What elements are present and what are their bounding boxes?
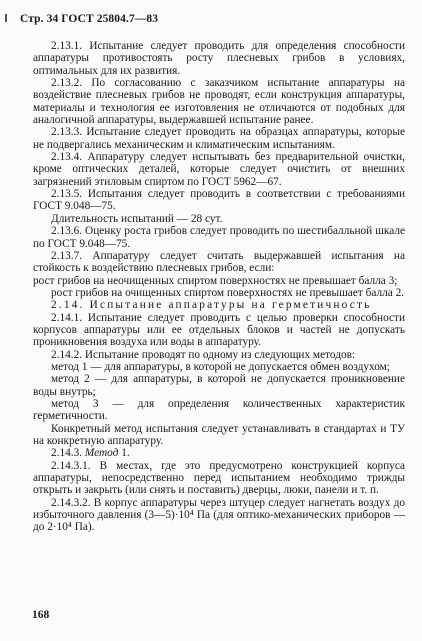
paragraph: 2.14.2. Испытание проводят по одному из следующих методов: [51, 348, 356, 361]
paragraph: 2.13.4. Аппаратуру следует испытывать без предварительной очистки, кроме оптических деталей, которые следует очистить от внешних загрязнений этиловым спиртом по ГОСТ 5962—67. [33, 151, 405, 188]
method-heading [33, 447, 405, 459]
paragraph: Конкретный метод испытания следует устанавливать в стандартах и ТУ на конкретную аппаратуру. [33, 422, 405, 447]
paragraph: Длительность испытаний — 28 сут. [51, 212, 223, 225]
paragraph: 2.13.5. Испытания следует проводить в соответствии с требованиями ГОСТ 9.048—75. [33, 188, 405, 213]
paragraph: 2.13.3. Испытание следует проводить на образцах аппаратуры, которые не подвергались механическим и климатическим испытаниям. [33, 126, 405, 151]
method-number: 2.14.3. [51, 447, 83, 460]
list-item: рост грибов на очищенных спиртом поверхностях не превышает балла 2. [51, 286, 405, 299]
list-item: метод 3 — для определения количественных характеристик герметичности. [33, 397, 405, 423]
page-header: Стр. 34 ГОСТ 25804.7—83 [20, 13, 159, 25]
document-body [33, 40, 405, 534]
list-item: рост грибов на неочищенных спиртом поверхностях не превышает балла 3; [33, 274, 398, 287]
paragraph: 2.13.6. Оценку роста грибов следует проводить по шестибалльной шкале по ГОСТ 9.048—75. [33, 225, 405, 250]
section-heading: 2.14. Испытание аппаратуры на герметичность [51, 299, 372, 312]
paragraph: 2.14.1. Испытание следует проводить с целью проверки способности корпусов аппаратуры или ее отдельных блоков и частей не допускать проникновения воздуха или воды в аппаратуру. [33, 311, 405, 349]
paragraph: 2.14.3.2. В корпус аппаратуры через штуцер следует нагнетать воздух до избыточного давления (3—5)·10⁴ Па (для оптико-механических приборов — до 2·10⁴ Па). [33, 496, 405, 534]
paragraph: 2.13.2. По согласованию с заказчиком испытание аппаратуры на воздействие плесневых грибов не проводят, если конструкция аппаратуры, материалы и технология ее изготовления не отличаются от подобных для аналогичной аппаратуры, выдержавшей испытание ранее. [33, 77, 405, 127]
margin-mark [5, 14, 7, 22]
method-value: 1. [121, 447, 130, 460]
page-number: 168 [32, 609, 50, 621]
paragraph: 2.13.7. Аппаратуру следует считать выдержавшей испытания на стойкость к воздействию плесневых грибов, если: [33, 249, 405, 275]
method-label: Метод [84, 447, 119, 460]
list-item: метод 1 — для аппаратуры, в которой не допускается обмен воздухом; [51, 360, 390, 373]
paragraph: 2.14.3.1. В местах, где это предусмотрено конструкцией корпуса аппаратуры, непосредственно перед испытанием необходимо трижды открыть и закрыть (или снять и поставить) дверцы, люки, панели и т. п. [33, 459, 405, 497]
paragraph: 2.13.1. Испытание следует проводить для определения способности аппаратуры противостоять росту плесневых грибов в условиях, оптимальных для их развития. [33, 40, 405, 77]
list-item: метод 2 — для аппаратуры, в которой не допускается проникновение воды внутрь; [33, 373, 405, 398]
